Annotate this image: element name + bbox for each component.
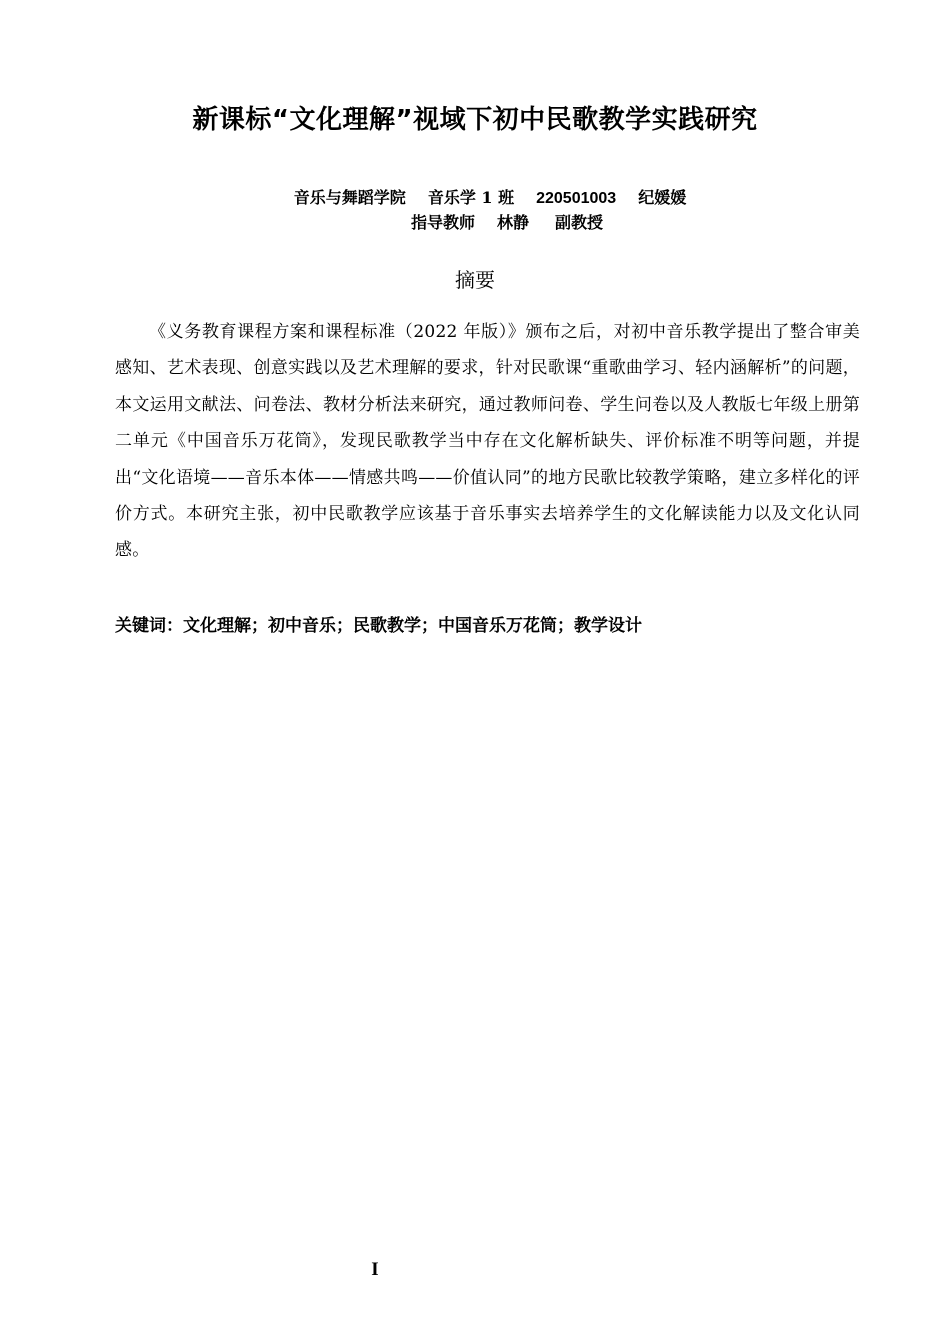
advisor-name: 林静 (496, 213, 529, 232)
advisor-line (0, 212, 950, 234)
abstract-heading: 摘要 (455, 268, 495, 292)
author-name: 纪媛媛 (638, 188, 687, 207)
advisor-rank: 副教授 (555, 213, 604, 232)
keywords-label: 关键词： (115, 616, 183, 636)
author-college: 音乐与舞蹈学院 (293, 188, 406, 207)
page-number: I (371, 1259, 379, 1280)
abstract-body: 《义务教育课程方案和课程标准（2022 年版）》颁布之后，对初中音乐教学提出了整合审美感知、艺术表现、创意实践以及艺术理解的要求，针对民歌课“重歌曲学习、轻内涵解析”的问题，本文运用文献法、问卷法、教材分析法来研究，通过教师问卷、学生问卷以及人教版七年级上册第二单元《中国音乐万花筒》，发现民歌教学当中存在文化解析缺失、评价标准不明等问题，并提出“文化语境——音乐本体——情感共鸣——价值认同”的地方民歌比较教学策略，建立多样化的评价方式。本研究主张，初中民歌教学应该基于音乐事实去培养学生的文化解读能力以及文化认同感。 (115, 322, 860, 561)
author-student-id: 220501003 (536, 190, 617, 207)
paper-title: 新课标“文化理解”视域下初中民歌教学实践研究 (192, 105, 758, 135)
keywords-text: 文化理解；初中音乐；民歌教学；中国音乐万花筒；教学设计 (183, 616, 642, 636)
keywords-line (115, 613, 860, 639)
advisor-label: 指导教师 (410, 213, 475, 232)
author-class: 音乐学 1 班 (427, 188, 515, 207)
author-line (0, 187, 950, 210)
